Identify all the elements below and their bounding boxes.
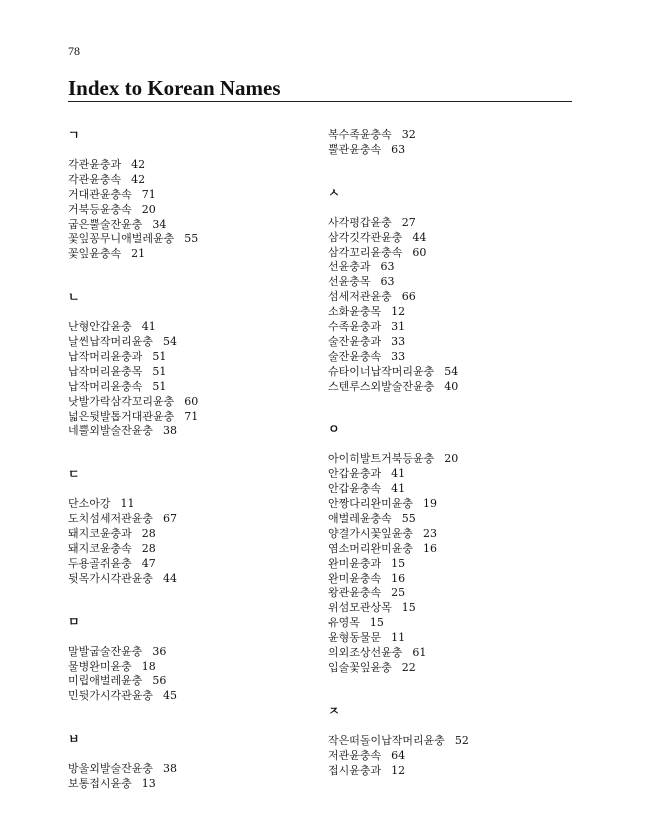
entry-page: 41 <box>391 482 406 496</box>
entry-name: 선윤충과 <box>328 260 371 274</box>
entry-page: 52 <box>454 733 469 747</box>
index-entry <box>68 424 308 439</box>
index-entry <box>68 572 308 587</box>
entry-name: 꽃잎꽁무니애벌레윤충 <box>68 232 175 246</box>
entry-page: 45 <box>163 689 178 703</box>
index-entry <box>68 188 308 203</box>
index-entry <box>68 512 308 527</box>
entry-name: 거대관윤충속 <box>68 187 132 201</box>
index-entry <box>68 410 308 425</box>
entry-page: 28 <box>141 542 156 556</box>
entry-page: 56 <box>152 674 167 688</box>
entry-name: 양결가시꽃잎윤충 <box>328 526 414 540</box>
section-heading: ㄴ <box>68 290 80 305</box>
entry-name: 돼지코윤충과 <box>68 527 132 541</box>
index-entry <box>328 661 578 676</box>
index-entry <box>328 749 578 764</box>
index-entry <box>68 645 308 660</box>
entry-page: 63 <box>380 260 395 274</box>
index-entry <box>328 734 578 749</box>
index-section <box>68 615 308 705</box>
entry-name: 각관윤충속 <box>68 172 122 186</box>
entry-name: 네뿔외발술잔윤충 <box>68 424 154 438</box>
entry-name: 미립애벌레윤충 <box>68 674 143 688</box>
entry-name: 저관윤충속 <box>328 748 382 762</box>
index-entry <box>68 158 308 173</box>
index-entry <box>68 557 308 572</box>
entry-name: 의외조상선윤충 <box>328 646 403 660</box>
index-entry <box>68 365 308 380</box>
entry-page: 11 <box>391 631 406 645</box>
entry-name: 단소아강 <box>68 497 111 511</box>
section-heading: ㅇ <box>328 422 340 437</box>
entry-page: 15 <box>369 616 384 630</box>
index-entry <box>68 497 308 512</box>
entry-page: 42 <box>131 158 146 171</box>
entry-page: 21 <box>131 247 146 261</box>
index-entry <box>328 143 578 158</box>
index-entry <box>68 674 308 689</box>
index-section <box>68 128 308 262</box>
index-entry <box>68 527 308 542</box>
entry-page: 38 <box>163 424 178 438</box>
entry-page: 13 <box>141 777 156 791</box>
entry-name: 두용골쥐윤충 <box>68 556 132 570</box>
index-entry <box>328 335 578 350</box>
entry-name: 수족윤충과 <box>328 320 382 334</box>
entry-page: 11 <box>120 497 135 511</box>
entry-page: 54 <box>163 335 178 349</box>
index-entry <box>68 689 308 704</box>
entry-page: 61 <box>412 646 427 660</box>
entry-page: 66 <box>401 290 416 304</box>
index-section <box>68 467 308 586</box>
index-entry <box>328 616 578 631</box>
entry-name: 소화윤충목 <box>328 305 382 319</box>
section-heading: ㅁ <box>68 614 80 629</box>
entry-name: 꽃잎윤충속 <box>68 247 122 261</box>
entry-name: 방울외발술잔윤충 <box>68 762 154 776</box>
index-entry <box>68 660 308 675</box>
index-entry <box>328 350 578 365</box>
entry-name: 난형안갑윤충 <box>68 320 132 334</box>
entry-page: 67 <box>163 512 178 526</box>
entry-page: 47 <box>141 556 156 570</box>
entry-name: 각관윤충과 <box>68 158 122 171</box>
index-entry <box>328 482 578 497</box>
entry-page: 18 <box>141 659 156 673</box>
index-entry <box>68 380 308 395</box>
index-entry <box>328 290 578 305</box>
index-entry <box>328 646 578 661</box>
entry-page: 33 <box>391 349 406 363</box>
entry-page: 16 <box>391 571 406 585</box>
index-entry <box>68 542 308 557</box>
entry-name: 돼지코윤충속 <box>68 542 132 556</box>
entry-page: 44 <box>163 571 178 585</box>
page-number: 78 <box>68 44 80 58</box>
entry-name: 뿔관윤충속 <box>328 142 382 156</box>
entry-page: 32 <box>401 128 416 141</box>
index-entry <box>328 128 578 143</box>
entry-name: 납작머리윤충목 <box>68 364 143 378</box>
entry-name: 아이히발트거북등윤충 <box>328 452 435 466</box>
index-entry <box>328 542 578 557</box>
entry-page: 60 <box>184 394 199 408</box>
entry-page: 71 <box>184 409 199 423</box>
entry-name: 굽은뿔술잔윤충 <box>68 217 143 231</box>
index-entry <box>68 232 308 247</box>
entry-page: 12 <box>391 763 406 777</box>
index-section <box>328 704 578 779</box>
entry-name: 넓은뒷발톱거대관윤충 <box>68 409 175 423</box>
entry-page: 20 <box>141 202 156 216</box>
entry-name: 사각평갑윤충 <box>328 215 392 229</box>
index-entry <box>328 216 578 231</box>
section-heading: ㄷ <box>68 467 80 482</box>
index-entry <box>68 203 308 218</box>
index-entry <box>68 762 308 777</box>
entry-page: 25 <box>391 586 406 600</box>
entry-name: 안짱다리완미윤충 <box>328 497 414 511</box>
entry-name: 완미윤충과 <box>328 556 382 570</box>
entry-name: 접시윤충과 <box>328 763 382 777</box>
entry-name: 삼각꼬리윤충속 <box>328 245 403 259</box>
index-entry <box>328 557 578 572</box>
entry-name: 납작머리윤충속 <box>68 379 143 393</box>
index-entry <box>328 512 578 527</box>
title-rule <box>68 101 572 102</box>
section-heading: ㅈ <box>328 703 340 718</box>
index-entry <box>328 246 578 261</box>
entry-name: 완미윤충속 <box>328 571 382 585</box>
entry-name: 날씬납작머리윤충 <box>68 335 154 349</box>
entry-page: 40 <box>444 379 459 393</box>
index-entry <box>328 601 578 616</box>
entry-name: 애벌레윤충속 <box>328 512 392 526</box>
entry-name: 술잔윤충과 <box>328 334 382 348</box>
entry-name: 스텐루스외발술잔윤충 <box>328 379 435 393</box>
index-entry <box>328 764 578 779</box>
page-title: Index to Korean Names <box>68 76 281 100</box>
section-heading: ㄱ <box>68 128 80 142</box>
entry-page: 36 <box>152 644 167 658</box>
entry-page: 41 <box>141 320 156 334</box>
section-heading: ㅅ <box>328 185 340 200</box>
index-entry <box>68 395 308 410</box>
entry-page: 12 <box>391 305 406 319</box>
entry-page: 23 <box>423 526 438 540</box>
index-entry <box>328 305 578 320</box>
index-entry <box>328 631 578 646</box>
index-column-right <box>328 128 578 807</box>
index-entry <box>328 452 578 467</box>
entry-name: 낫발가락삼각꼬리윤충 <box>68 394 175 408</box>
entry-name: 도치섬세저관윤충 <box>68 512 154 526</box>
entry-page: 63 <box>380 275 395 289</box>
index-entry <box>328 380 578 395</box>
entry-page: 38 <box>163 762 178 776</box>
entry-name: 입술꽃잎윤충 <box>328 660 392 674</box>
entry-name: 위섬모관상목 <box>328 601 392 615</box>
section-heading: ㅂ <box>68 732 80 747</box>
entry-page: 55 <box>401 512 416 526</box>
entry-name: 뒷목가시각관윤충 <box>68 571 154 585</box>
entry-name: 거북등윤충속 <box>68 202 132 216</box>
entry-name: 술잔윤충속 <box>328 349 382 363</box>
entry-page: 42 <box>131 172 146 186</box>
entry-name: 납작머리윤충과 <box>68 350 143 364</box>
index-entry <box>328 467 578 482</box>
entry-name: 윤형동물문 <box>328 631 382 645</box>
entry-page: 15 <box>391 556 406 570</box>
index-entry <box>328 275 578 290</box>
entry-name: 선윤충목 <box>328 275 371 289</box>
index-entry <box>68 335 308 350</box>
entry-page: 44 <box>412 230 427 244</box>
index-entry <box>328 497 578 512</box>
index-entry <box>328 231 578 246</box>
index-section <box>328 128 578 158</box>
entry-name: 안갑윤충과 <box>328 467 382 481</box>
index-entry <box>68 777 308 792</box>
entry-name: 민뒷가시각관윤충 <box>68 689 154 703</box>
index-entry <box>328 586 578 601</box>
entry-page: 27 <box>401 215 416 229</box>
entry-page: 31 <box>391 320 406 334</box>
index-entry <box>68 247 308 262</box>
index-section <box>68 290 308 439</box>
index-entry <box>328 320 578 335</box>
index-section <box>328 186 578 395</box>
entry-page: 51 <box>152 364 167 378</box>
entry-page: 33 <box>391 334 406 348</box>
entry-name: 안갑윤충속 <box>328 482 382 496</box>
entry-name: 슈타이너납작머리윤충 <box>328 364 435 378</box>
index-entry <box>68 173 308 188</box>
entry-page: 20 <box>444 452 459 466</box>
entry-name: 복수족윤충속 <box>328 128 392 141</box>
index-entry <box>68 218 308 233</box>
entry-page: 51 <box>152 350 167 364</box>
entry-page: 28 <box>141 527 156 541</box>
entry-name: 유영목 <box>328 616 360 630</box>
entry-page: 71 <box>141 187 156 201</box>
index-column-left <box>68 128 308 820</box>
entry-name: 보통접시윤충 <box>68 777 132 791</box>
entry-page: 55 <box>184 232 199 246</box>
entry-name: 삼각깃각관윤충 <box>328 230 403 244</box>
entry-name: 말발굽술잔윤충 <box>68 644 143 658</box>
index-entry <box>328 572 578 587</box>
index-entry <box>328 260 578 275</box>
entry-page: 15 <box>401 601 416 615</box>
entry-page: 16 <box>423 541 438 555</box>
index-section <box>68 732 308 792</box>
index-entry <box>68 350 308 365</box>
index-entry <box>328 365 578 380</box>
entry-name: 작은떠돌이납작머리윤충 <box>328 733 445 747</box>
entry-page: 19 <box>423 497 438 511</box>
index-entry <box>328 527 578 542</box>
entry-page: 22 <box>401 660 416 674</box>
entry-page: 60 <box>412 245 427 259</box>
entry-name: 염소머리완미윤충 <box>328 541 414 555</box>
entry-name: 왕관윤충속 <box>328 586 382 600</box>
entry-page: 54 <box>444 364 459 378</box>
entry-page: 41 <box>391 467 406 481</box>
entry-page: 63 <box>391 142 406 156</box>
entry-name: 물병완미윤충 <box>68 659 132 673</box>
index-entry <box>68 320 308 335</box>
entry-name: 섬세저관윤충 <box>328 290 392 304</box>
entry-page: 34 <box>152 217 167 231</box>
entry-page: 51 <box>152 379 167 393</box>
index-section <box>328 422 578 675</box>
entry-page: 64 <box>391 748 406 762</box>
